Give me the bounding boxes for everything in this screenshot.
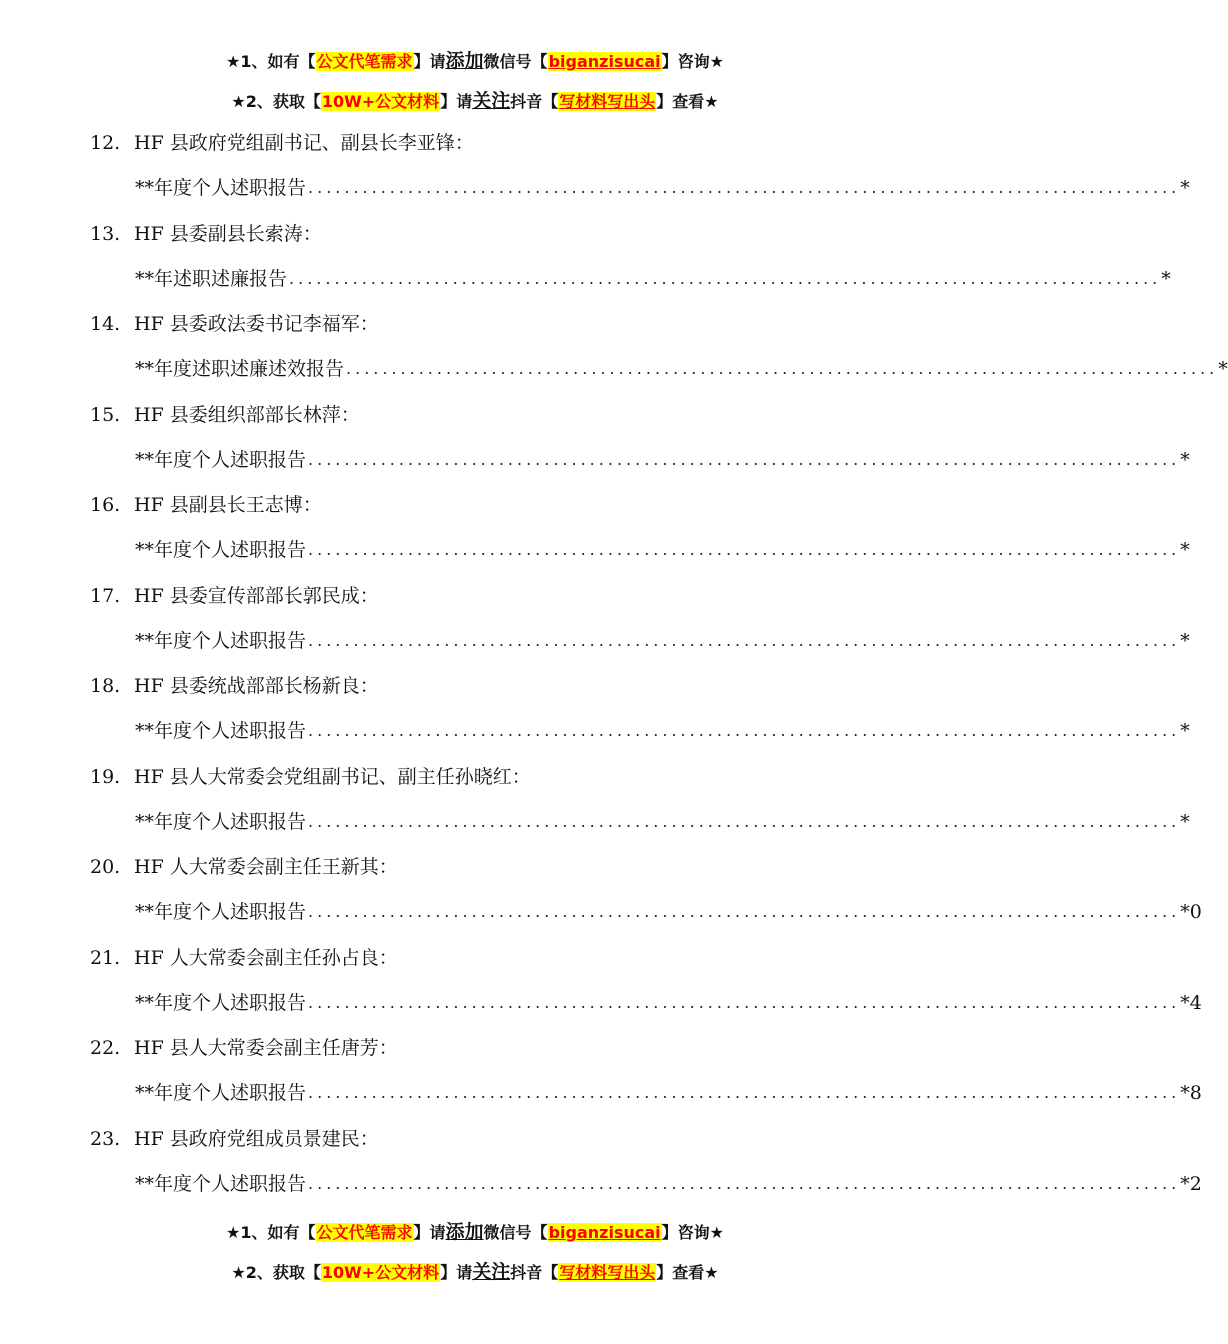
toc-entry-subline [135, 1080, 1202, 1106]
toc-entry-number: 18. [90, 675, 121, 697]
wechat-id: biganzisucai [548, 52, 661, 71]
toc-entry-heading: HF 县委宣传部部长郭民成： [134, 585, 379, 607]
toc-entry-subline [135, 990, 1202, 1016]
dot-leader: ................................................................................................ [308, 631, 1181, 650]
toc-entry-subtitle: **年度个人述职报告 [135, 901, 307, 923]
toc-entry-number: 19. [90, 766, 121, 788]
toc-entry-heading: HF 县政府党组成员景建民： [134, 1128, 379, 1150]
toc-entry-heading: HF 人大常委会副主任王新其： [134, 856, 398, 878]
toc-entry-subline [135, 175, 1190, 201]
toc-entry-number: 12. [90, 132, 121, 154]
toc-entry-subtitle: **年度个人述职报告 [135, 630, 307, 652]
toc-page-number: * [1180, 630, 1190, 652]
toc-page-number: * [1180, 449, 1190, 471]
toc-page-number: * [1180, 177, 1190, 199]
toc-page-number: *0 [1180, 901, 1202, 923]
dot-leader: ................................................................................................ [346, 359, 1219, 378]
toc-entry-subline [135, 899, 1202, 925]
dot-leader: ................................................................................................ [308, 540, 1181, 559]
dot-leader: ................................................................................................ [308, 993, 1181, 1012]
emphasis-add: 添加 [445, 50, 484, 72]
toc-entry-subtitle: **年度个人述职报告 [135, 449, 307, 471]
toc-entry-subline [135, 628, 1190, 654]
toc-entry-title [90, 854, 398, 880]
toc-entry-title [90, 402, 360, 428]
toc-entry-number: 22. [90, 1037, 121, 1059]
promo-banner-douyin-top: ★2、获取【10W+公文材料】请关注抖音【写材料写出头】查看★ [231, 90, 719, 112]
toc-entry-subline [135, 447, 1190, 473]
emphasis-add: 添加 [445, 1221, 484, 1243]
toc-entry-title [90, 1126, 379, 1152]
toc-entry-heading: HF 县人大常委会党组副书记、副主任孙晓红： [134, 766, 531, 788]
dot-leader: ................................................................................................ [308, 721, 1181, 740]
toc-entry-subtitle: **年度个人述职报告 [135, 539, 307, 561]
dot-leader: ................................................................................................ [308, 1083, 1181, 1102]
toc-entry-title [90, 130, 474, 156]
toc-entry-title [90, 311, 379, 337]
toc-page-number: * [1180, 539, 1190, 561]
toc-entry-subline [135, 266, 1171, 292]
toc-entry-heading: HF 县政府党组副书记、副县长李亚锋： [134, 132, 474, 154]
toc-entry-subline [135, 809, 1190, 835]
toc-entry-title [90, 764, 531, 790]
toc-page-number: * [1180, 811, 1190, 833]
toc-entry-subtitle: **年度个人述职报告 [135, 1082, 307, 1104]
toc-entry-number: 17. [90, 585, 121, 607]
toc-page-number: * [1161, 268, 1171, 290]
toc-entry-subtitle: **年度个人述职报告 [135, 992, 307, 1014]
toc-entry-subtitle: **年述职述廉报告 [135, 268, 288, 290]
toc-entry-subtitle: **年度个人述职报告 [135, 720, 307, 742]
toc-entry-subline [135, 537, 1190, 563]
toc-page-number: *2 [1180, 1173, 1202, 1195]
dot-leader: ................................................................................................ [308, 450, 1181, 469]
toc-entry-heading: HF 县副县长王志博： [134, 494, 322, 516]
toc-entry-subline [135, 356, 1228, 382]
dot-leader: ................................................................................................ [308, 1174, 1181, 1193]
toc-entry-heading: HF 县委政法委书记李福军： [134, 313, 379, 335]
highlight-writing-service: 公文代笔需求 [316, 52, 413, 71]
douyin-account: 写材料写出头 [559, 92, 656, 111]
toc-page-number: * [1218, 358, 1228, 380]
toc-page-number: *4 [1180, 992, 1202, 1014]
toc-page-number: * [1180, 720, 1190, 742]
toc-entry-title [90, 583, 379, 609]
toc-entry-subtitle: **年度述职述廉述效报告 [135, 358, 345, 380]
toc-entry-heading: HF 县人大常委会副主任唐芳： [134, 1037, 398, 1059]
highlight-writing-service: 公文代笔需求 [316, 1223, 413, 1242]
toc-entry-number: 15. [90, 404, 121, 426]
toc-entry-heading: HF 县委组织部部长林萍： [134, 404, 360, 426]
toc-entry-number: 20. [90, 856, 121, 878]
emphasis-follow: 关注 [472, 90, 511, 112]
toc-page-number: *8 [1180, 1082, 1202, 1104]
toc-entry-title [90, 221, 322, 247]
highlight-materials: 10W+公文材料 [321, 92, 440, 111]
toc-entry-title [90, 492, 322, 518]
toc-entry-number: 23. [90, 1128, 121, 1150]
toc-entry-subtitle: **年度个人述职报告 [135, 177, 307, 199]
toc-entry-heading: HF 县委统战部部长杨新良： [134, 675, 379, 697]
toc-entry-title [90, 945, 398, 971]
wechat-id: biganzisucai [548, 1223, 661, 1242]
promo-banner-douyin-bottom: ★2、获取【10W+公文材料】请关注抖音【写材料写出头】查看★ [231, 1261, 719, 1283]
promo-banner-wechat-top: ★1、如有【公文代笔需求】请添加微信号【biganzisucai】咨询★ [226, 50, 724, 72]
toc-entry-subtitle: **年度个人述职报告 [135, 1173, 307, 1195]
dot-leader: ................................................................................................ [308, 178, 1181, 197]
toc-entry-subline [135, 718, 1190, 744]
dot-leader: ................................................................................................ [308, 812, 1181, 831]
toc-entry-number: 16. [90, 494, 121, 516]
dot-leader: ................................................................................................ [289, 269, 1162, 288]
toc-entry-heading: HF 县委副县长索涛： [134, 223, 322, 245]
toc-entry-title [90, 673, 379, 699]
promo-banner-wechat-bottom: ★1、如有【公文代笔需求】请添加微信号【biganzisucai】咨询★ [226, 1221, 724, 1243]
toc-entry-title [90, 1035, 398, 1061]
toc-entry-number: 13. [90, 223, 121, 245]
dot-leader: ................................................................................................ [308, 902, 1181, 921]
toc-entry-heading: HF 人大常委会副主任孙占良： [134, 947, 398, 969]
toc-entry-subtitle: **年度个人述职报告 [135, 811, 307, 833]
emphasis-follow: 关注 [472, 1261, 511, 1283]
toc-entry-subline [135, 1171, 1202, 1197]
douyin-account: 写材料写出头 [559, 1263, 656, 1282]
highlight-materials: 10W+公文材料 [321, 1263, 440, 1282]
toc-entry-number: 21. [90, 947, 121, 969]
toc-entry-number: 14. [90, 313, 121, 335]
